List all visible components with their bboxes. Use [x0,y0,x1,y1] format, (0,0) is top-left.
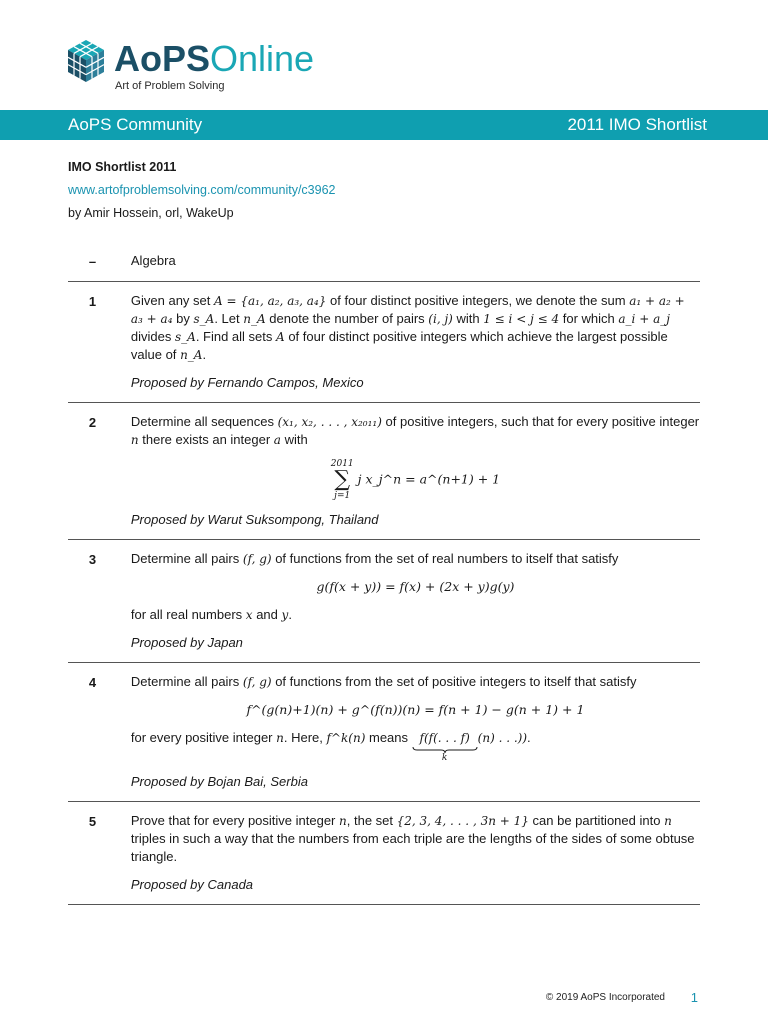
problem-row [68,812,700,905]
page-number: 1 [690,990,698,1005]
header-band [0,110,768,140]
display-equation: 2011 ∑ j=1 j x_j^n = a^(n+1) + 1 [330,459,501,501]
problem-number: 2 [88,415,97,430]
display-equation: g(f(x + y)) = f(x) + (2x + y)g(y) [316,579,515,594]
proposer: Proposed by Canada [130,877,254,892]
community-link[interactable]: www.artofproblemsolving.com/community/c3962 [68,183,336,197]
problem-text: Determine all sequences (x₁, x₂, . . . , x₂₀₁₁) of positive integers, such that for every positive integer n there exists an integer a with 2011 ∑ j=1 j x_j^n = a^(n+1) + 1 Proposed by Warut Suksompong, Thailand [130,414,700,527]
brand-name: AoPSOnline [114,38,315,79]
proposer: Proposed by Fernando Campos, Mexico [130,375,364,390]
underbrace-expression: f(f(. . . f) k [412,729,478,763]
problem-number: 4 [88,675,97,690]
problem-text: Given any set A = {a₁, a₂, a₃, a₄} of four distinct positive integers, we denote the sum a₁ + a₂ + a₃ + a₄ by s_A. Let n_A denote the number of pairs (i, j) with 1 ≤ i < j ≤ 4 for which a_i + a_j divides s_A. Find all sets A of four distinct positive integers which achieve the largest possible value of n_A. Proposed by Fernando Campos, Mexico [131,292,700,392]
problem-text: Determine all pairs (f, g) of functions from the set of real numbers to itself that satisfy g(f(x + y)) = f(x) + (2x + y)g(y) for all real numbers x and y. Proposed by Japan [131,550,700,652]
problem-list [68,252,700,915]
problem-row [68,550,700,663]
community-label[interactable]: AoPS Community [68,115,203,134]
aops-logo [66,36,316,96]
document-title: IMO Shortlist 2011 [68,160,177,174]
problem-row [68,673,700,802]
problem-row [68,292,700,403]
section-marker: – [88,254,97,269]
section-row [68,252,700,282]
proposer: Proposed by Japan [130,635,243,650]
aops-cube-icon [66,38,106,84]
problem-text: Prove that for every positive integer n, the set {2, 3, 4, . . . , 3n + 1} can be partitioned into n triples in such a way that the numbers from each triple are the lengths of the sides of some obtuse triangle. Proposed by Canada [131,812,700,894]
brand-tagline: Art of Problem Solving [115,80,225,92]
document-meta [68,156,335,225]
problem-number: 1 [88,294,97,309]
display-equation: f^(g(n)+1)(n) + g^(f(n))(n) = f(n + 1) − g(n + 1) + 1 [246,702,585,717]
problem-text: Determine all pairs (f, g) of functions from the set of positive integers to itself that satisfy f^(g(n)+1)(n) + g^(f(n))(n) = f(n + 1) − g(n + 1) + 1 for every positive integer n. Here, f^k(n) means f(f(. . . f) k (n) . . .)). Proposed by Bojan Bai, Serbia [131,673,700,791]
page-footer [0,988,768,1008]
proposer: Proposed by Warut Suksompong, Thailand [130,512,379,527]
contest-label: 2011 IMO Shortlist [567,115,707,134]
authors: by Amir Hossein, orl, WakeUp [68,206,234,220]
proposer: Proposed by Bojan Bai, Serbia [130,774,308,789]
problem-number: 3 [88,552,97,567]
summation: 2011 ∑ j=1 [330,459,354,501]
copyright: © 2019 AoPS Incorporated [545,992,665,1003]
section-label: Algebra [130,253,176,268]
problem-number: 5 [88,814,97,829]
problem-row [68,413,700,540]
